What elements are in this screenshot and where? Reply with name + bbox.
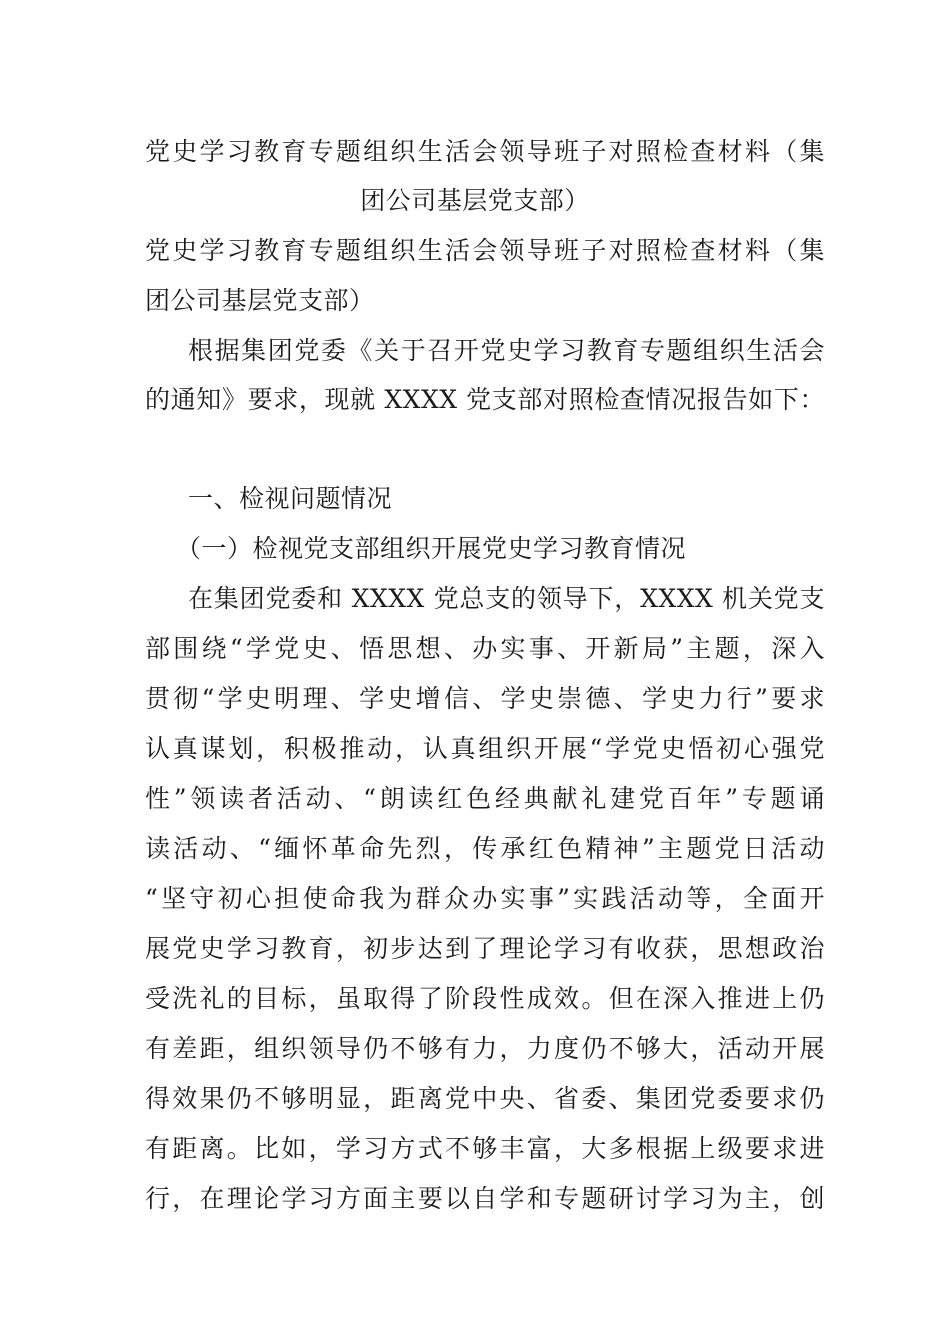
intro-paragraph-line-1: 根据集团党委《关于召开党史学习教育专题组织生活会 <box>188 336 825 365</box>
body-line: 展党史学习教育，初步达到了理论学习有收获，思想政治 <box>145 934 825 963</box>
body-line: 读活动、“缅怀革命先烈，传承红色精神”主题党日活动 <box>145 834 825 863</box>
body-line: 贯彻“学史明理、学史增信、学史崇德、学史力行”要求 <box>145 684 825 713</box>
body-line: 部围绕“学党史、悟思想、办实事、开新局”主题，深入 <box>145 634 825 663</box>
doc-subtitle-line-1: 党史学习教育专题组织生活会领导班子对照检查材料（集 <box>145 236 825 265</box>
intro-paragraph-line-2: 的通知》要求，现就 XXXX 党支部对照检查情况报告如下： <box>145 385 825 414</box>
subsection-heading: （一）检视党支部组织开展党史学习教育情况 <box>176 534 687 563</box>
body-line: 认真谋划，积极推动，认真组织开展“学党史悟初心强党 <box>145 734 825 763</box>
doc-subtitle-line-2: 团公司基层党支部） <box>145 286 375 315</box>
body-line: 有距离。比如，学习方式不够丰富，大多根据上级要求进 <box>145 1134 825 1163</box>
body-line: 性”领读者活动、“朗读红色经典献礼建党百年”专题诵 <box>145 784 825 813</box>
doc-title-line-1: 党史学习教育专题组织生活会领导班子对照检查材料（集 <box>145 137 825 166</box>
body-line: 有差距，组织领导仍不够有力，力度仍不够大，活动开展 <box>145 1034 825 1063</box>
body-line: 行，在理论学习方面主要以自学和专题研讨学习为主，创 <box>145 1184 825 1213</box>
body-line: 在集团党委和 XXXX 党总支的领导下，XXXX 机关党支 <box>188 584 825 613</box>
body-line: 得效果仍不够明显，距离党中央、省委、集团党委要求仍 <box>145 1084 825 1113</box>
section-heading: 一、检视问题情况 <box>188 484 393 513</box>
doc-title-line-2: 团公司基层党支部） <box>360 186 590 215</box>
body-line: “坚守初心担使命我为群众办实事”实践活动等，全面开 <box>145 884 825 913</box>
body-line: 受洗礼的目标，虽取得了阶段性成效。但在深入推进上仍 <box>145 984 825 1013</box>
